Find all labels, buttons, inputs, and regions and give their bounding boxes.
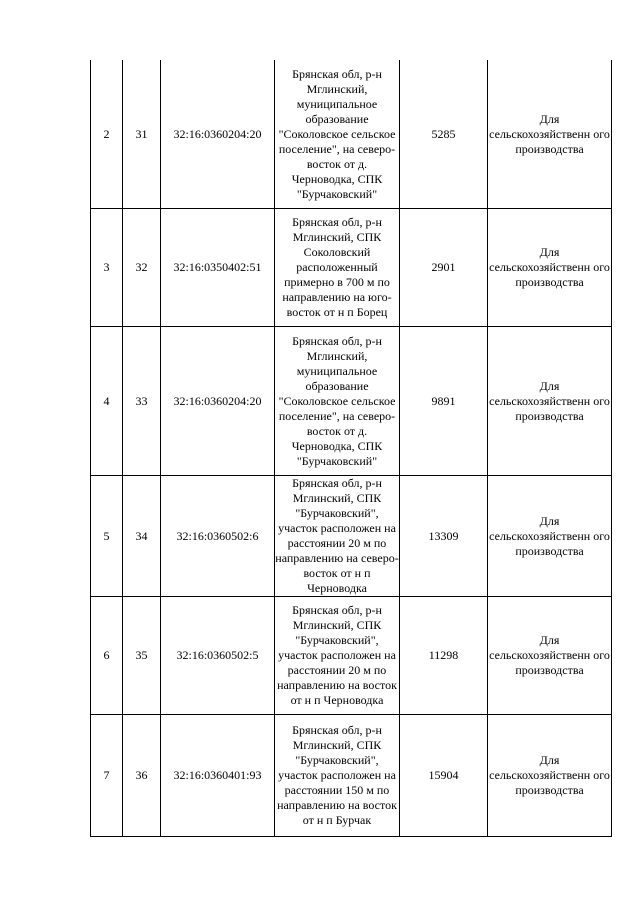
area-cell: 5285	[400, 60, 488, 209]
land-use-cell: Для сельскохозяйственн ого производства	[488, 476, 612, 597]
row-number-cell: 3	[91, 209, 123, 327]
cadastral-number-cell: 32:16:0360204:20	[161, 327, 275, 476]
cadastral-number-cell: 32:16:0360401:93	[161, 715, 275, 837]
table-row	[91, 60, 612, 209]
area-cell: 13309	[400, 476, 488, 597]
land-use-cell: Для сельскохозяйственн ого производства	[488, 715, 612, 837]
location-cell: Брянская обл, р-н Мглинский, муниципальное образование "Соколовское сельское поселение", на северо-восток от д. Черноводка, СПК "Бурчаковский"	[275, 327, 400, 476]
cadastral-number-cell: 32:16:0360204:20	[161, 60, 275, 209]
land-use-cell: Для сельскохозяйственн ого производства	[488, 597, 612, 715]
cadastral-number-cell: 32:16:0360502:6	[161, 476, 275, 597]
cadastral-number-cell: 32:16:0360502:5	[161, 597, 275, 715]
location-cell: Брянская обл, р-н Мглинский, СПК "Бурчаковский", участок расположен на расстоянии 20 м по направлению на северо-восток от н п Черноводка	[275, 476, 399, 595]
parcel-index-cell: 35	[123, 597, 161, 715]
area-cell: 9891	[400, 327, 488, 476]
location-cell: Брянская обл, р-н Мглинский, СПК "Бурчаковский", участок расположен на расстоянии 150 м по направлению на восток от н п Бурчак	[275, 715, 400, 837]
table-row	[91, 597, 612, 715]
row-number-cell: 6	[91, 597, 123, 715]
land-use-cell: Для сельскохозяйственн ого производства	[488, 327, 612, 476]
location-cell: Брянская обл, р-н Мглинский, муниципальное образование "Соколовское сельское поселение", на северо-восток от д. Черноводка, СПК "Бурчаковский"	[275, 60, 400, 209]
parcel-index-cell: 32	[123, 209, 161, 327]
parcel-index-cell: 36	[123, 715, 161, 837]
location-cell: Брянская обл, р-н Мглинский, СПК Соколовский расположенный примерно в 700 м по направлению на юго-восток от н п Борец	[275, 209, 400, 327]
row-number-cell: 4	[91, 327, 123, 476]
table-row	[91, 715, 612, 837]
area-cell: 2901	[400, 209, 488, 327]
row-number-cell: 5	[91, 476, 123, 597]
area-cell: 11298	[400, 597, 488, 715]
row-number-cell: 2	[91, 60, 123, 209]
parcel-index-cell: 34	[123, 476, 161, 597]
row-number-cell: 7	[91, 715, 123, 837]
land-parcels-table	[90, 60, 612, 837]
location-cell: Брянская обл, р-н Мглинский, СПК "Бурчаковский", участок расположен на расстоянии 20 м по направлению на восток от н п Черноводка	[275, 597, 400, 715]
land-use-cell: Для сельскохозяйственн ого производства	[488, 60, 612, 209]
table-row	[91, 327, 612, 476]
parcel-index-cell: 31	[123, 60, 161, 209]
land-use-cell: Для сельскохозяйственн ого производства	[488, 209, 612, 327]
cadastral-number-cell: 32:16:0350402:51	[161, 209, 275, 327]
area-cell: 15904	[400, 715, 488, 837]
table-row	[91, 209, 612, 327]
parcel-index-cell: 33	[123, 327, 161, 476]
table-row	[91, 476, 612, 597]
